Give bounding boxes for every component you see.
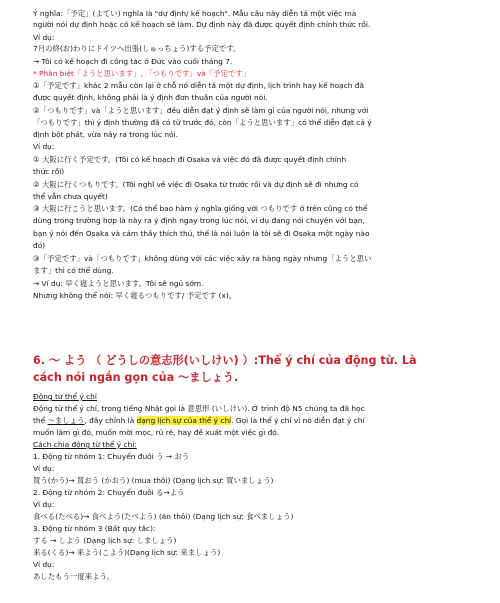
subheading-conjugation: Cách chia động từ thể ý chí: bbox=[33, 440, 137, 449]
text-line: Ví dụ: bbox=[33, 142, 55, 151]
subheading-volitional: Động từ thể ý chí bbox=[33, 392, 97, 401]
text-line: Nhưng không thể nói: 早く寝るつもりです/ 予定です (x)。 bbox=[33, 291, 237, 300]
text-line: 2. Động từ nhóm 2: Chuyển đuôi る→よう bbox=[33, 488, 185, 497]
text-line: ① 大阪に行く予定です。(Tôi có kế hoạch đi Osaka và việc đó đã được quyết định chính bbox=[33, 155, 347, 164]
text-line: muốn làm gì đó, muốn mời mọc, rủ rê, hay đề xuất một việc gì đó. bbox=[33, 428, 280, 437]
text-line: ①「予定です」khác 2 mẫu còn lại ở chỗ nó diễn tả một dự định, lịch trình hay kế hoạch đã bbox=[33, 81, 365, 90]
text-line: → Tôi có kế hoạch đi công tác ở Đức vào cuối tháng 7. bbox=[33, 57, 233, 66]
text-line: người nói dự định hoặc có kế hoạch sẽ làm. Dự định này đã được quyết định chính thức rồi. bbox=[33, 20, 371, 29]
text-line: Ví dụ: bbox=[33, 500, 55, 509]
text-line: Động từ thể ý chí, trong tiếng Nhật gọi là 意思形 (いしけい). Ở trình độ N5 chúng ta đã học bbox=[33, 404, 365, 413]
text-line: する → しよう (Dạng lịch sự: しましょう) bbox=[33, 536, 177, 545]
section-heading-line-2: cách nói ngắn gọn của ～ましょう. bbox=[33, 371, 239, 384]
text-line: ② 大阪に行くつもりです。(Tôi nghĩ về việc đi Osaka từ trước rồi và dự định sẽ đi nhưng có bbox=[33, 180, 359, 189]
text-span: thể bbox=[33, 416, 48, 425]
text-line: ③ 大阪に行こうと思います。(Có thể bao hàm ý nghĩa giống với つもりです ở trên cũng có thể bbox=[33, 204, 368, 213]
underlined-term: ～ましょう bbox=[47, 416, 85, 425]
section-heading-line-1: 6. ～ よう （ どうしの意志形(いしけい) ）:Thể ý chí của động từ. Là bbox=[33, 354, 417, 367]
text-line: 買う(かう)→ 買おう (かおう) (mua thôi) (Dạng lịch sự: 買いましょう) bbox=[33, 476, 274, 485]
text-line: bạn ý nói đến Osaka và cảm thấy thích thú, thế là nói luôn là tôi sẽ đi Osaka một ngày nào bbox=[33, 229, 370, 238]
comparison-heading: * Phân biệt「ようと思います」, 「つもりです」và「予定です」 bbox=[33, 69, 251, 78]
text-line: định bột phát, vừa nảy ra trong lúc nói. bbox=[33, 130, 178, 139]
text-line: Ví dụ: bbox=[33, 560, 55, 569]
text-line: 3. Động từ nhóm 3 (Bất quy tắc): bbox=[33, 524, 156, 533]
section-heading bbox=[33, 352, 478, 386]
text-line: thể vẫn chưa quyết) bbox=[33, 192, 108, 201]
text-line: 7月の終(お)わりにドイツへ出張(しゅっちょう)する予定です。 bbox=[33, 44, 241, 53]
highlighted-phrase: dạng lịch sự của thể ý chí bbox=[136, 416, 232, 425]
text-line: ②「つもりです」và「ようと思います」đều diễn đạt ý định sẽ làm gì của người nói, nhưng với bbox=[33, 106, 369, 115]
text-line: dùng trong trường hợp là này ra ý định ngay trong lúc nói, ví dụ đang nói chuyện với bạn, bbox=[33, 216, 365, 225]
text-line: 1. Động từ nhóm 1: Chuyển đuôi う → おう bbox=[33, 452, 190, 461]
text-line: → Ví dụ: 早く寝ようと思います。Tôi sẽ ngủ sớm. bbox=[33, 279, 204, 288]
text-line: あしたもう一度来よう。 bbox=[33, 572, 115, 581]
text-line: 来る(くる)→ 来よう(こよう)(Dạng lịch sự: 来ましょう) bbox=[33, 548, 221, 557]
text-line: Ví dụ: bbox=[33, 464, 55, 473]
text-line: 「つもりです」thì ý định thường đã có từ trước đó, còn「ようと思います」có thể diễn đạt cả ý bbox=[33, 118, 372, 127]
text-line: ます」thì có thể dùng. bbox=[33, 266, 114, 275]
text-line: Ý nghĩa:「予定」(よてい) nghĩa là "dự định/ kế hoạch". Mẫu câu này diễn tả một việc mà bbox=[33, 9, 357, 18]
text-line bbox=[33, 416, 480, 426]
text-line: 食べる(たべる)→ 食べよう(たべよう) (ăn thôi) (Dạng lịch sự: 食べましょう) bbox=[33, 512, 294, 521]
text-span: , đây chính là bbox=[84, 416, 137, 425]
text-line: thức rồi) bbox=[33, 167, 65, 176]
text-line: ③「予定です」và「つもりです」không dùng với các việc xảy ra hàng ngày nhưng「ようと思い bbox=[33, 254, 372, 263]
text-line: đó) bbox=[33, 241, 46, 250]
text-line: được quyết định, không phải là ý định đơn thuần của người nói. bbox=[33, 93, 268, 102]
text-line: Ví dụ: bbox=[33, 33, 55, 42]
text-span: . Gọi là thể ý chí vì nó diễn đạt ý chí bbox=[231, 416, 365, 425]
